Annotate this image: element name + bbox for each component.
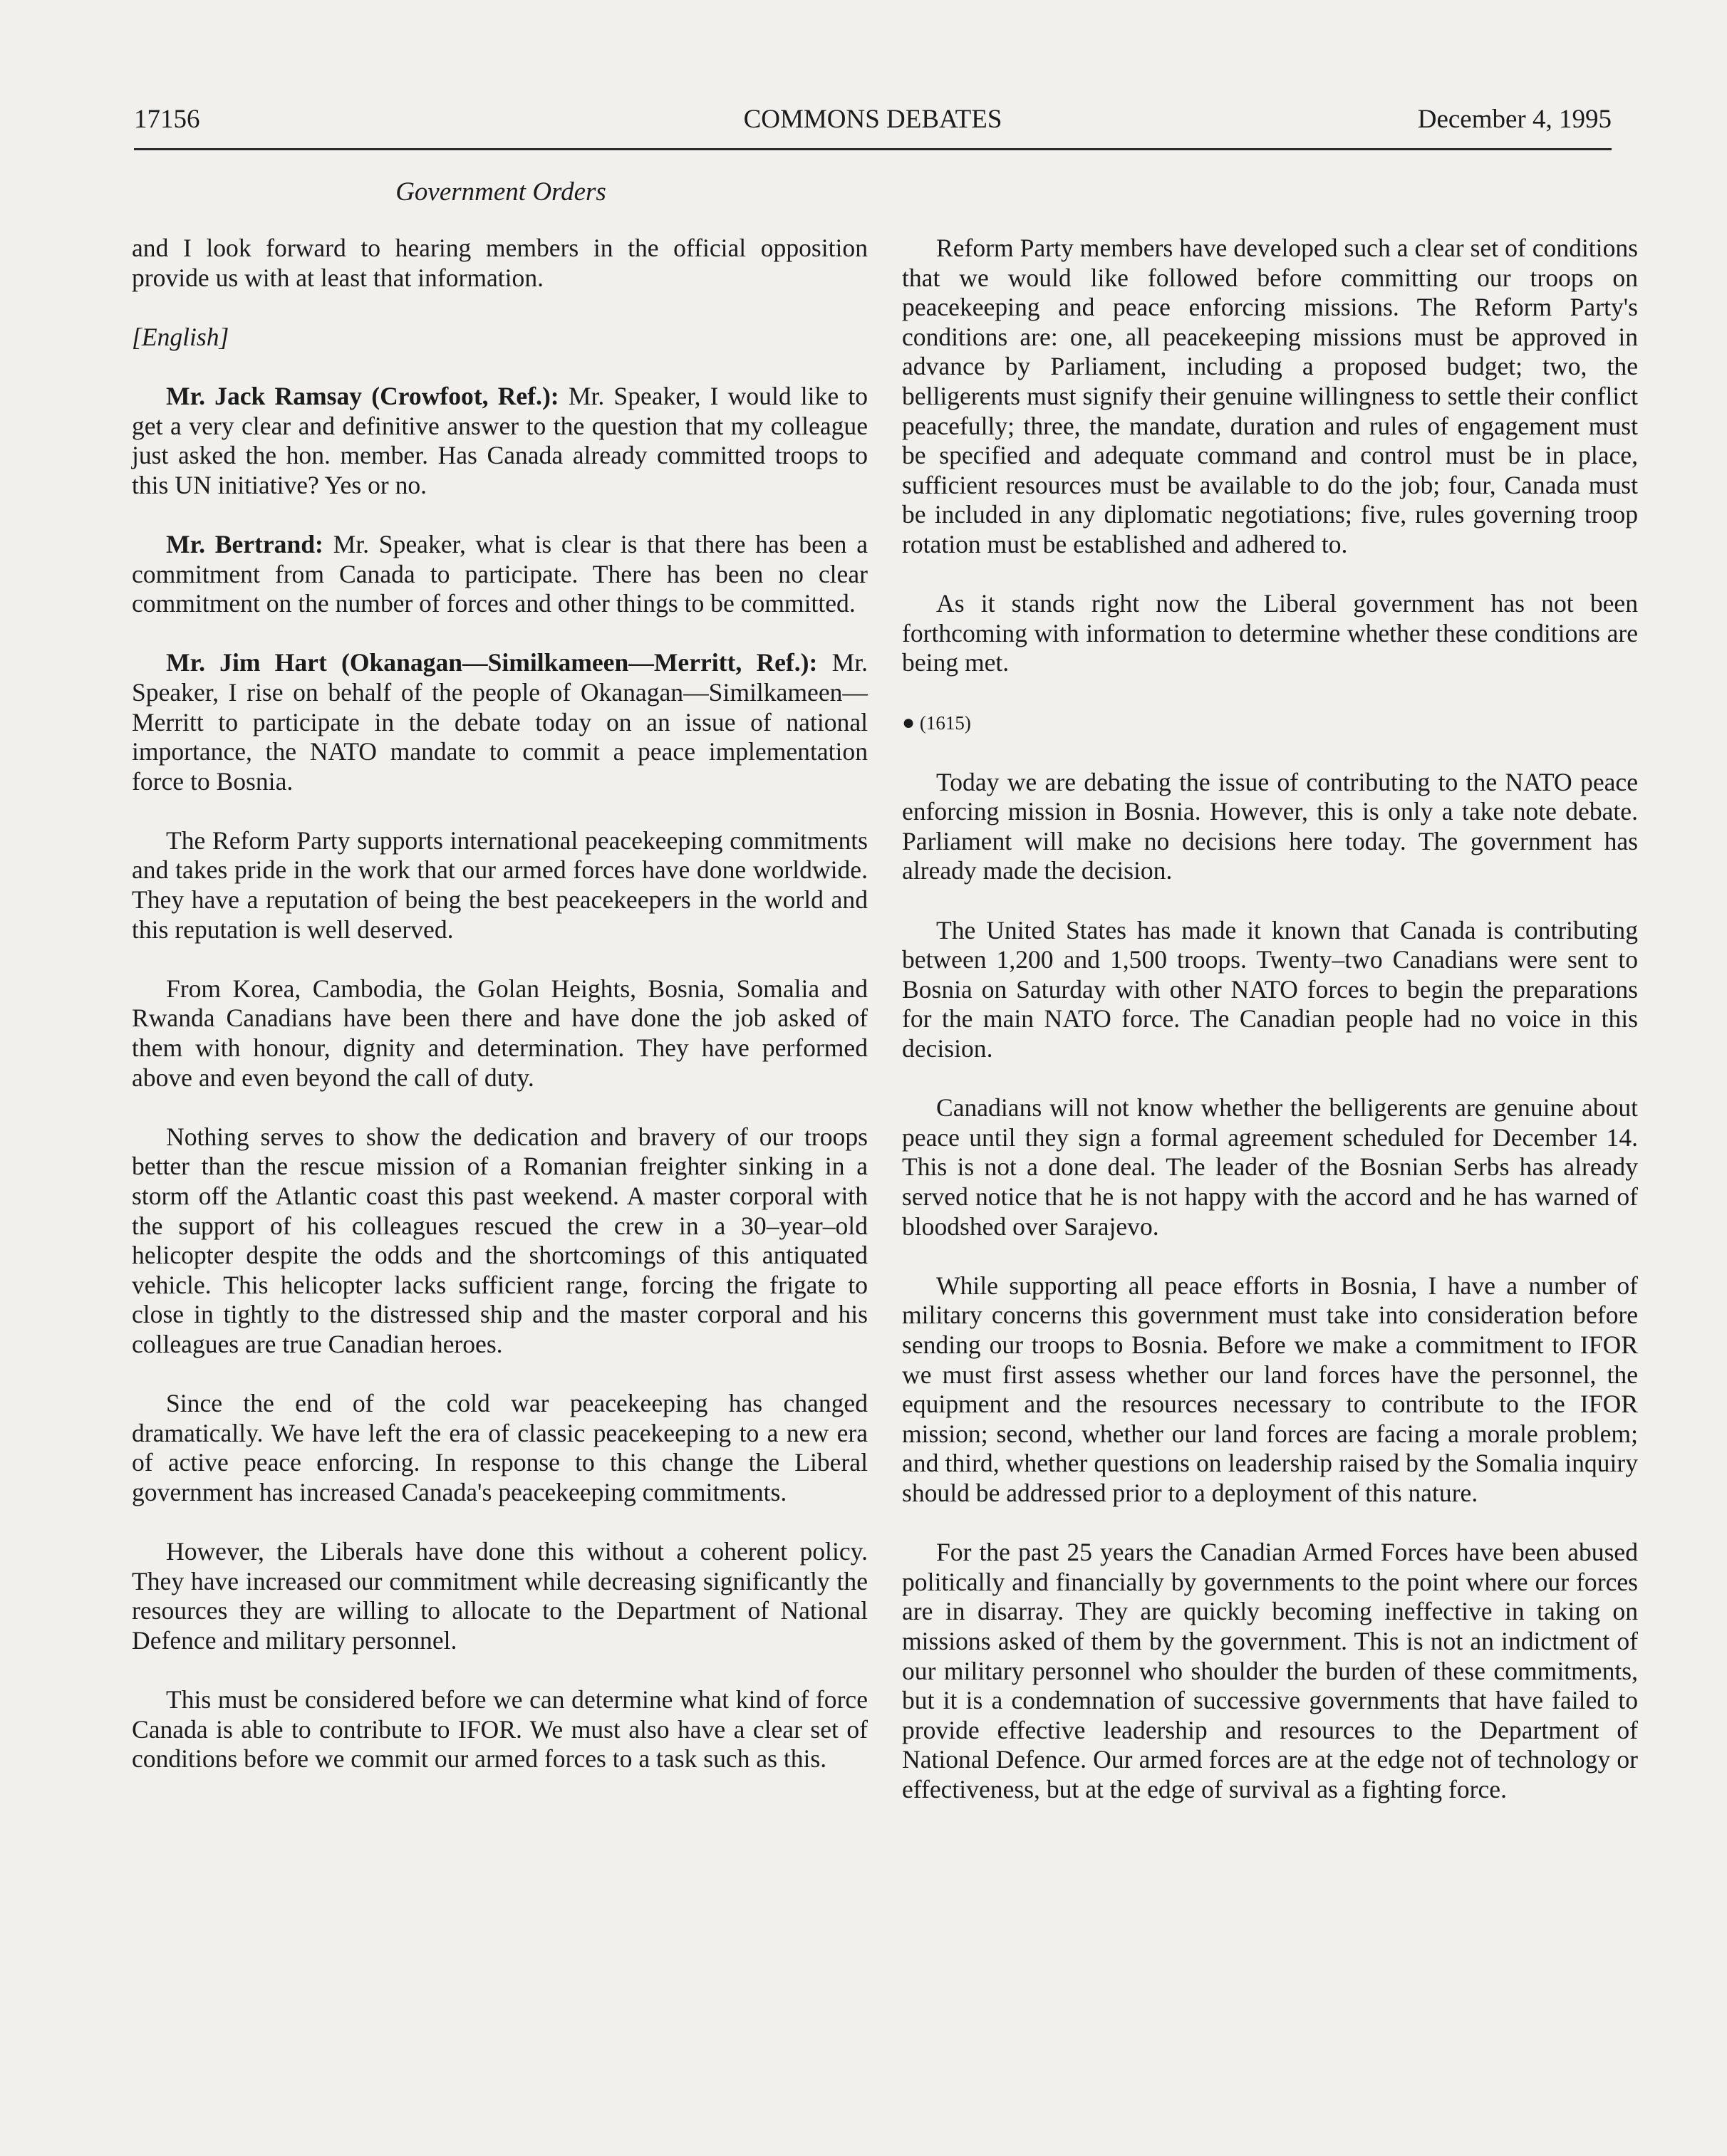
- speech-text: Mr. Speaker, what is clear is that there has been a commitment from Canada to participate. There has been no clear commitment on the number of forces and other things to be committed.: [132, 529, 868, 618]
- publication-title: COMMONS DEBATES: [743, 105, 1002, 134]
- body-paragraph: Today we are debating the issue of contributing to the NATO peace enforcing mission in Bosnia. However, this is only a take note debate. Parliament will make no decisions here today. The government has already made the decision.: [902, 767, 1638, 885]
- timestamp: [902, 708, 1638, 739]
- publication-date: December 4, 1995: [1417, 105, 1612, 134]
- right-column: [902, 234, 1638, 1834]
- bullet-icon: ●: [902, 710, 916, 734]
- body-paragraph: The Reform Party supports international peacekeeping commitments and takes pride in the work that our armed forces have done worldwide. They have a reputation of being the best peacekeepers in the world and this reputation is well deserved.: [132, 826, 868, 944]
- timestamp-text: (1615): [915, 712, 971, 734]
- body-paragraph: This must be considered before we can determine what kind of force Canada is able to contribute to IFOR. We must also have a clear set of conditions before we commit our armed forces to a task such as this.: [132, 1685, 868, 1774]
- body-paragraph: While supporting all peace efforts in Bosnia, I have a number of military concerns this government must take into consideration before sending our troops to Bosnia. Before we make a commitment to IFOR we must first assess whether our land forces have the personnel, the equipment and the resources necessary to contribute to the IFOR mission; second, whether our land forces are facing a morale problem; and third, whether questions on leadership raised by the Somalia inquiry should be addressed prior to a deployment of this nature.: [902, 1271, 1638, 1507]
- body-paragraph: The United States has made it known that Canada is contributing between 1,200 and 1,500 troops. Twenty–two Canadians were sent to Bosnia on Saturday with other NATO forces to begin the preparations for the main NATO force. The Canadian people had no voice in this decision.: [902, 915, 1638, 1063]
- speech-paragraph: [132, 530, 868, 619]
- speech-paragraph: [132, 382, 868, 500]
- speaker-name: Mr. Jack Ramsay (Crowfoot, Ref.):: [166, 381, 559, 410]
- left-column: [132, 234, 868, 1803]
- page-header: [134, 104, 1612, 144]
- body-paragraph: As it stands right now the Liberal government has not been forthcoming with information to determine whether these conditions are being met.: [902, 589, 1638, 677]
- body-paragraph: For the past 25 years the Canadian Armed Forces have been abused politically and financially by governments to the point where our forces are in disarray. They are quickly becoming ineffective in taking on missions asked of them by the government. This is not an indictment of our military personnel who shoulder the burden of these commitments, but it is a condemnation of successive governments that have failed to provide effective leadership and resources to the Department of National Defence. Our armed forces are at the edge not of technology or effectiveness, but at the edge of survival as a fighting force.: [902, 1538, 1638, 1803]
- header-rule: [134, 148, 1612, 150]
- speech-text: Mr. Speaker, I rise on behalf of the people of Okanagan—Similkameen—Merritt to participate in the debate today on an issue of national importance, the NATO mandate to commit a peace implementation force to Bosnia.: [132, 648, 868, 796]
- body-paragraph: However, the Liberals have done this without a coherent policy. They have increased our commitment while decreasing significantly the resources they are willing to allocate to the Department of National Defence and military personnel.: [132, 1537, 868, 1655]
- speech-text: Mr. Speaker, I would like to get a very clear and definitive answer to the question that my colleague just asked the hon. member. Has Canada already committed troops to this UN initiative? Yes or no.: [132, 381, 868, 499]
- speech-paragraph: [132, 648, 868, 796]
- body-paragraph: Since the end of the cold war peacekeeping has changed dramatically. We have left the era of classic peacekeeping to a new era of active peace enforcing. In response to this change the Liberal government has increased Canada's peacekeeping commitments.: [132, 1389, 868, 1506]
- body-paragraph: Reform Party members have developed such a clear set of conditions that we would like followed before committing our troops on peacekeeping and peace enforcing missions. The Reform Party's conditions are: one, all peacekeeping missions must be approved in advance by Parliament, including a proposed budget; two, the belligerents must signify their genuine willingness to settle their conflict peacefully; three, the mandate, duration and rules of engagement must be specified and adequate command and control must be in place, sufficient resources must be available to do the job; four, Canada must be included in any diplomatic negotiations; five, rules governing troop rotation must be established and adhered to.: [902, 234, 1638, 558]
- page-number: 17156: [134, 105, 200, 134]
- language-marker: [English]: [132, 322, 229, 351]
- speaker-name: Mr. Jim Hart (Okanagan—Similkameen—Merritt, Ref.):: [166, 648, 818, 677]
- body-paragraph: Canadians will not know whether the belligerents are genuine about peace until they sign a formal agreement scheduled for December 14. This is not a done deal. The leader of the Bosnian Serbs has already served notice that he is not happy with the accord and he has warned of bloodshed over Sarajevo.: [902, 1093, 1638, 1241]
- section-title: Government Orders: [395, 177, 606, 207]
- body-paragraph: From Korea, Cambodia, the Golan Heights, Bosnia, Somalia and Rwanda Canadians have been there and have done the job asked of them with honour, dignity and determination. They have performed above and even beyond the call of duty.: [132, 974, 868, 1092]
- body-paragraph: and I look forward to hearing members in the official opposition provide us with at least that information.: [132, 234, 868, 292]
- body-paragraph: Nothing serves to show the dedication and bravery of our troops better than the rescue mission of a Romanian freighter sinking in a storm off the Atlantic coast this past weekend. A master corporal with the support of his colleagues rescued the crew in a 30–year–old helicopter despite the odds and the shortcomings of this antiquated vehicle. This helicopter lacks sufficient range, forcing the frigate to close in tightly to the distressed ship and the master corporal and his colleagues are true Canadian heroes.: [132, 1122, 868, 1358]
- speaker-name: Mr. Bertrand:: [166, 529, 323, 558]
